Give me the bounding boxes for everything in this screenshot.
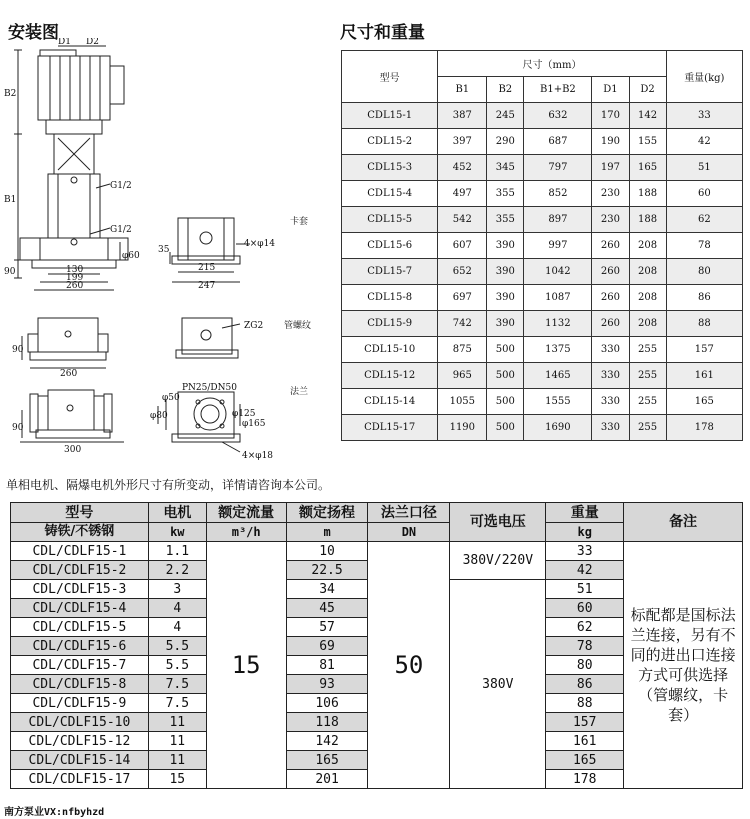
dim-260-thread: 260 (60, 369, 78, 379)
spec-flange-sub: DN (368, 523, 450, 542)
dims-value-cell: 852 (524, 181, 592, 207)
dim-247: 247 (198, 281, 216, 291)
dims-value-cell: 390 (487, 259, 524, 285)
dims-value-cell: 165 (666, 389, 742, 415)
dim-g2: G1/2 (110, 225, 132, 235)
dims-col-b2: B2 (487, 77, 524, 103)
dims-value-cell: 1465 (524, 363, 592, 389)
dims-value-cell: 88 (666, 311, 742, 337)
spec-motor-cell: 7.5 (148, 694, 206, 713)
spec-model-cell: CDL/CDLF15-6 (11, 637, 149, 656)
dims-value-cell: 33 (666, 103, 742, 129)
spec-motor-cell: 11 (148, 751, 206, 770)
spec-weight-header: 重量 (546, 503, 624, 523)
dims-model-cell: CDL15-12 (342, 363, 438, 389)
dims-model-cell: CDL15-1 (342, 103, 438, 129)
dims-value-cell: 188 (629, 181, 666, 207)
dims-weight-table (341, 50, 743, 441)
spec-model-cell: CDL/CDLF15-12 (11, 732, 149, 751)
dims-col-d1: D1 (592, 77, 629, 103)
spec-weight-sub: kg (546, 523, 624, 542)
dims-value-cell: 697 (438, 285, 487, 311)
spec-head-cell: 201 (286, 770, 368, 789)
dim-d2: D2 (86, 38, 99, 47)
dims-value-cell: 542 (438, 207, 487, 233)
dims-value-cell: 260 (592, 285, 629, 311)
dims-row (342, 285, 743, 311)
spec-head-cell: 106 (286, 694, 368, 713)
dims-value-cell: 500 (487, 337, 524, 363)
label-flange: 法兰 (290, 387, 309, 397)
dims-value-cell: 500 (487, 389, 524, 415)
dims-value-cell: 290 (487, 129, 524, 155)
dims-title: 尺寸和重量 (340, 23, 425, 43)
spec-remark: 标配都是国标法兰连接，另有不同的进出口连接方式可供选择（管螺纹，卡套） (624, 542, 743, 789)
dims-value-cell: 1042 (524, 259, 592, 285)
dims-col-b1b2: B1+B2 (524, 77, 592, 103)
spec-motor-cell: 1.1 (148, 542, 206, 561)
dims-value-cell: 157 (666, 337, 742, 363)
dims-value-cell: 390 (487, 285, 524, 311)
label-thread: 管螺纹 (284, 321, 312, 331)
dim-d1: D1 (58, 38, 71, 47)
dims-value-cell: 355 (487, 207, 524, 233)
dims-col-d2: D2 (629, 77, 666, 103)
spec-model-sub: 铸铁/不锈钢 (11, 523, 149, 542)
dims-value-cell: 452 (438, 155, 487, 181)
motor-body (38, 56, 110, 120)
dim-phi80: φ80 (150, 411, 168, 421)
label-card: 卡套 (290, 217, 309, 227)
spec-motor-sub: kw (148, 523, 206, 542)
dims-value-cell: 86 (666, 285, 742, 311)
dim-260: 260 (66, 281, 84, 291)
dims-model-header: 型号 (342, 51, 438, 103)
dims-value-cell: 897 (524, 207, 592, 233)
dims-value-cell: 178 (666, 415, 742, 441)
dims-value-cell: 190 (592, 129, 629, 155)
spec-motor-cell: 11 (148, 732, 206, 751)
spec-weight-cell: 161 (546, 732, 624, 751)
dim-90-flange: 90 (12, 423, 24, 433)
dims-value-cell: 1087 (524, 285, 592, 311)
dims-value-cell: 387 (438, 103, 487, 129)
dims-value-cell: 42 (666, 129, 742, 155)
dims-model-cell: CDL15-10 (342, 337, 438, 363)
dim-130: 130 (66, 265, 84, 275)
spec-head-cell: 10 (286, 542, 368, 561)
dim-35: 35 (158, 245, 170, 255)
spec-head-sub: m (286, 523, 368, 542)
dim-b2: B2 (4, 89, 17, 99)
dims-value-cell: 652 (438, 259, 487, 285)
dims-row (342, 103, 743, 129)
dims-value-cell: 188 (629, 207, 666, 233)
dim-phi165: φ165 (242, 419, 266, 429)
dims-model-cell: CDL15-6 (342, 233, 438, 259)
note-text: 单相电机、隔爆电机外形尺寸有所变动，详情请咨询本公司。 (6, 478, 331, 492)
spec-head-cell: 142 (286, 732, 368, 751)
spec-voltage-b: 380V (450, 580, 546, 789)
dims-model-cell: CDL15-9 (342, 311, 438, 337)
spec-flow-sub: m³/h (206, 523, 286, 542)
spec-weight-cell: 165 (546, 751, 624, 770)
terminal-box (110, 66, 124, 104)
dims-value-cell: 62 (666, 207, 742, 233)
dims-value-cell: 208 (629, 259, 666, 285)
spec-model-cell: CDL/CDLF15-4 (11, 599, 149, 618)
dims-value-cell: 230 (592, 207, 629, 233)
dims-value-cell: 255 (629, 363, 666, 389)
footer-text: 南方泵业VX:nfbyhzd (4, 807, 105, 818)
spec-motor-cell: 7.5 (148, 675, 206, 694)
spec-weight-cell: 88 (546, 694, 624, 713)
dims-value-cell: 355 (487, 181, 524, 207)
dims-value-cell: 208 (629, 311, 666, 337)
dims-weight-header: 重量(kg) (666, 51, 742, 103)
label-pn: PN25/DN50 (182, 383, 237, 393)
spec-motor-cell: 11 (148, 713, 206, 732)
dims-row (342, 363, 743, 389)
dims-model-cell: CDL15-14 (342, 389, 438, 415)
dims-value-cell: 60 (666, 181, 742, 207)
spec-voltage-header: 可选电压 (450, 503, 546, 542)
spec-flow-header: 额定流量 (206, 503, 286, 523)
spec-head-cell: 81 (286, 656, 368, 675)
dims-value-cell: 260 (592, 233, 629, 259)
dims-value-cell: 260 (592, 311, 629, 337)
dims-row (342, 181, 743, 207)
spec-weight-cell: 80 (546, 656, 624, 675)
spec-remark-header: 备注 (624, 503, 743, 542)
dims-value-cell: 330 (592, 337, 629, 363)
dims-value-cell: 875 (438, 337, 487, 363)
spec-weight-cell: 86 (546, 675, 624, 694)
spec-head-cell: 69 (286, 637, 368, 656)
spec-model-cell: CDL/CDLF15-2 (11, 561, 149, 580)
dims-value-cell: 255 (629, 415, 666, 441)
spec-weight-cell: 78 (546, 637, 624, 656)
dims-row (342, 337, 743, 363)
dims-value-cell: 997 (524, 233, 592, 259)
dim-phi50: φ50 (162, 393, 180, 403)
dims-value-cell: 161 (666, 363, 742, 389)
dims-value-cell: 155 (629, 129, 666, 155)
dim-199: 199 (66, 273, 84, 283)
dims-value-cell: 797 (524, 155, 592, 181)
dims-value-cell: 80 (666, 259, 742, 285)
dims-value-cell: 345 (487, 155, 524, 181)
dims-value-cell: 390 (487, 311, 524, 337)
dims-value-cell: 208 (629, 233, 666, 259)
spec-model-cell: CDL/CDLF15-14 (11, 751, 149, 770)
dims-row (342, 259, 743, 285)
spec-motor-cell: 3 (148, 580, 206, 599)
dims-value-cell: 1190 (438, 415, 487, 441)
dims-value-cell: 500 (487, 415, 524, 441)
spec-model-cell: CDL/CDLF15-7 (11, 656, 149, 675)
spec-motor-cell: 5.5 (148, 656, 206, 675)
spec-head-header: 额定扬程 (286, 503, 368, 523)
spec-model-cell: CDL/CDLF15-9 (11, 694, 149, 713)
dims-size-header: 尺寸（mm） (438, 51, 666, 77)
spec-weight-cell: 51 (546, 580, 624, 599)
dims-value-cell: 197 (592, 155, 629, 181)
dim-b1: B1 (4, 195, 17, 205)
dims-value-cell: 687 (524, 129, 592, 155)
dims-value-cell: 330 (592, 363, 629, 389)
dims-value-cell: 260 (592, 259, 629, 285)
dims-row (342, 207, 743, 233)
spec-weight-cell: 157 (546, 713, 624, 732)
pump-base (40, 238, 108, 260)
dims-model-cell: CDL15-4 (342, 181, 438, 207)
dims-value-cell: 51 (666, 155, 742, 181)
spec-model-cell: CDL/CDLF15-1 (11, 542, 149, 561)
dims-value-cell: 142 (629, 103, 666, 129)
dims-value-cell: 245 (487, 103, 524, 129)
spec-motor-cell: 2.2 (148, 561, 206, 580)
dims-value-cell: 230 (592, 181, 629, 207)
spec-head-cell: 93 (286, 675, 368, 694)
dims-value-cell: 208 (629, 285, 666, 311)
spec-model-cell: CDL/CDLF15-3 (11, 580, 149, 599)
spec-voltage-a: 380V/220V (450, 542, 546, 580)
dims-value-cell: 497 (438, 181, 487, 207)
dims-value-cell: 170 (592, 103, 629, 129)
dims-value-cell: 1555 (524, 389, 592, 415)
spec-head-cell: 34 (286, 580, 368, 599)
spec-weight-cell: 33 (546, 542, 624, 561)
spec-motor-header: 电机 (148, 503, 206, 523)
label-zg2: ZG2 (244, 321, 264, 331)
spec-model-cell: CDL/CDLF15-5 (11, 618, 149, 637)
dims-value-cell: 390 (487, 233, 524, 259)
dims-value-cell: 742 (438, 311, 487, 337)
spec-head-cell: 45 (286, 599, 368, 618)
spec-head-cell: 118 (286, 713, 368, 732)
spec-head-cell: 57 (286, 618, 368, 637)
spec-weight-cell: 42 (546, 561, 624, 580)
dims-value-cell: 1690 (524, 415, 592, 441)
dim-300: 300 (64, 445, 82, 455)
dim-90-thread: 90 (12, 345, 24, 355)
spec-model-header: 型号 (11, 503, 149, 523)
install-title: 安装图 (8, 23, 59, 43)
spec-flange-value: 50 (368, 542, 450, 789)
dims-value-cell: 1375 (524, 337, 592, 363)
dims-row (342, 129, 743, 155)
dims-model-cell: CDL15-3 (342, 155, 438, 181)
spec-motor-cell: 4 (148, 618, 206, 637)
dims-row (342, 415, 743, 441)
dims-model-cell: CDL15-5 (342, 207, 438, 233)
dims-value-cell: 255 (629, 389, 666, 415)
dims-value-cell: 330 (592, 389, 629, 415)
dim-holes2: 4×φ18 (242, 451, 274, 461)
spec-weight-cell: 178 (546, 770, 624, 789)
dims-value-cell: 165 (629, 155, 666, 181)
dim-215: 215 (198, 263, 216, 273)
spec-motor-cell: 15 (148, 770, 206, 789)
spec-flow-value: 15 (206, 542, 286, 789)
dim-phi60: φ60 (122, 251, 140, 261)
spec-head-cell: 22.5 (286, 561, 368, 580)
spec-weight-cell: 60 (546, 599, 624, 618)
spec-row (11, 542, 743, 561)
pump-casing (48, 174, 100, 238)
spec-flange-header: 法兰口径 (368, 503, 450, 523)
dims-row (342, 233, 743, 259)
motor-fan-cover (40, 50, 76, 56)
spec-table (10, 502, 743, 789)
dims-value-cell: 1132 (524, 311, 592, 337)
spec-motor-cell: 4 (148, 599, 206, 618)
dims-row (342, 155, 743, 181)
dims-value-cell: 78 (666, 233, 742, 259)
dims-row (342, 389, 743, 415)
dims-col-b1: B1 (438, 77, 487, 103)
dims-model-cell: CDL15-8 (342, 285, 438, 311)
dims-model-cell: CDL15-17 (342, 415, 438, 441)
spec-motor-cell: 5.5 (148, 637, 206, 656)
dims-value-cell: 607 (438, 233, 487, 259)
dims-value-cell: 965 (438, 363, 487, 389)
dims-value-cell: 255 (629, 337, 666, 363)
dims-value-cell: 1055 (438, 389, 487, 415)
spec-weight-cell: 62 (546, 618, 624, 637)
dims-value-cell: 397 (438, 129, 487, 155)
dim-phi125: φ125 (232, 409, 256, 419)
dims-model-cell: CDL15-7 (342, 259, 438, 285)
dims-model-cell: CDL15-2 (342, 129, 438, 155)
spec-head-cell: 165 (286, 751, 368, 770)
dims-value-cell: 632 (524, 103, 592, 129)
spec-model-cell: CDL/CDLF15-17 (11, 770, 149, 789)
dim-g1: G1/2 (110, 181, 132, 191)
spec-model-cell: CDL/CDLF15-10 (11, 713, 149, 732)
dims-row (342, 311, 743, 337)
dims-value-cell: 500 (487, 363, 524, 389)
dim-90-main: 90 (4, 267, 16, 277)
dim-holes: 4×φ14 (244, 239, 276, 249)
installation-drawing (0, 38, 335, 468)
dims-value-cell: 330 (592, 415, 629, 441)
spec-model-cell: CDL/CDLF15-8 (11, 675, 149, 694)
